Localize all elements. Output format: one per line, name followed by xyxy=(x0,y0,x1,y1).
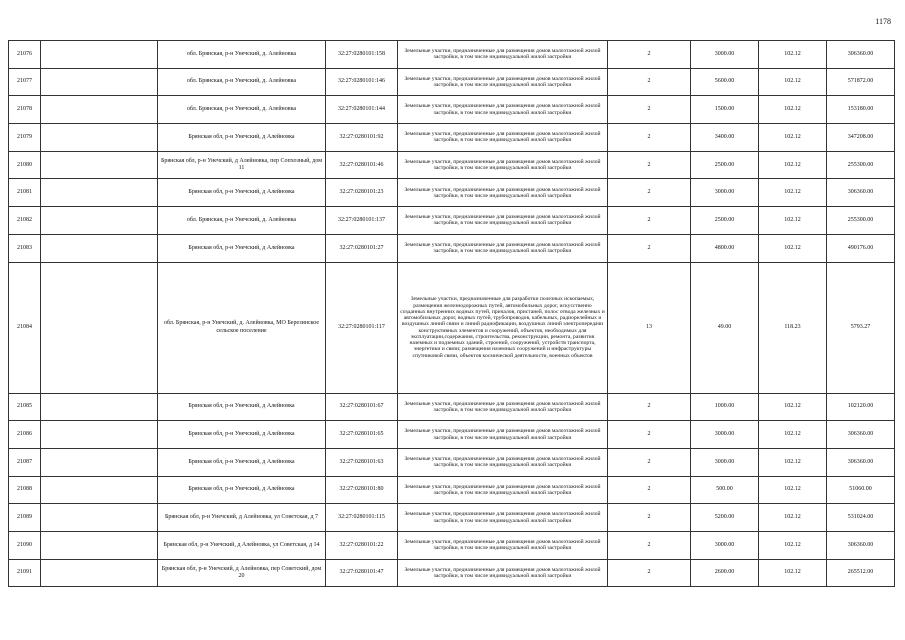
cadastral-value-cell: 347208.00 xyxy=(827,124,895,152)
category-code-cell: 2 xyxy=(608,207,691,235)
cadastral-value-cell: 255300.00 xyxy=(827,151,895,179)
area-cell: 3000.00 xyxy=(691,531,759,559)
area-cell: 49.00 xyxy=(691,262,759,393)
area-cell: 3000.00 xyxy=(691,179,759,207)
land-use-description-cell: Земельные участки, предназначенные для размещения домов малоэтажной жилой застройки, в том числе индивидуальной жилой застройки xyxy=(398,124,608,152)
specific-value-cell: 102.12 xyxy=(759,207,827,235)
address-cell: обл. Брянская, р-н Унечский, д. Алейновка xyxy=(158,96,326,124)
table-row xyxy=(9,151,895,179)
land-use-description-cell: Земельные участки, предназначенные для разработки полезных ископаемых, размещения железнодорожных путей, автомобильных дорог, искусственно созданных внутренних водных путей, причалов, пристаней, полос отвода железных и автомобильных дорог, водных путей, трубопроводов, кабельных, радиорелейных и воздушных линий связи и линий радиофикации, воздушных линий электропередачи конструктивных элементов и сооружений, объектов, необходимых для эксплуатации,содержания, строительства, реконструкции, ремонта, развития наземных и подземных зданий, строений, сооружений, устройств транспорта, энергетики и связи; размещения наземных сооружений и инфраструктуры спутниковой связи, объектов космической деятельности, военных объектов xyxy=(398,262,608,393)
category-code-cell: 2 xyxy=(608,393,691,421)
row-id-cell: 21080 xyxy=(9,151,41,179)
table-row xyxy=(9,559,895,587)
specific-value-cell: 102.12 xyxy=(759,393,827,421)
row-id-cell: 21088 xyxy=(9,476,41,504)
address-cell: Брянская обл, р-н Унечский, д Алейновка xyxy=(158,124,326,152)
specific-value-cell: 102.12 xyxy=(759,531,827,559)
category-code-cell: 2 xyxy=(608,448,691,476)
blank-cell xyxy=(41,151,158,179)
address-cell: обл. Брянская, р-н Унечский, д. Алейновка, МО Березинское сельское поселение xyxy=(158,262,326,393)
cadastral-number-cell: 32:27:0280101:144 xyxy=(326,96,398,124)
page-number: 1178 xyxy=(875,17,891,26)
table-row xyxy=(9,234,895,262)
blank-cell xyxy=(41,476,158,504)
cadastral-value-cell: 571872.00 xyxy=(827,68,895,96)
category-code-cell: 2 xyxy=(608,531,691,559)
table-row xyxy=(9,448,895,476)
row-id-cell: 21078 xyxy=(9,96,41,124)
address-cell: Брянская обл, р-н Унечский, д Алейновка xyxy=(158,448,326,476)
row-id-cell: 21089 xyxy=(9,504,41,532)
cadastral-value-cell: 51060.00 xyxy=(827,476,895,504)
specific-value-cell: 102.12 xyxy=(759,476,827,504)
category-code-cell: 2 xyxy=(608,476,691,504)
cadastral-number-cell: 32:27:0280101:80 xyxy=(326,476,398,504)
specific-value-cell: 102.12 xyxy=(759,179,827,207)
row-id-cell: 21091 xyxy=(9,559,41,587)
land-use-description-cell: Земельные участки, предназначенные для размещения домов малоэтажной жилой застройки, в том числе индивидуальной жилой застройки xyxy=(398,448,608,476)
cadastral-value-cell: 102120.00 xyxy=(827,393,895,421)
address-cell: обл. Брянская, р-н Унечский, д. Алейновка xyxy=(158,207,326,235)
land-use-description-cell: Земельные участки, предназначенные для размещения домов малоэтажной жилой застройки, в том числе индивидуальной жилой застройки xyxy=(398,421,608,449)
area-cell: 500.00 xyxy=(691,476,759,504)
table-row xyxy=(9,68,895,96)
table-row xyxy=(9,41,895,69)
address-cell: Брянская обл, р-н Унечский, д Алейновка, ул Советская, д 14 xyxy=(158,531,326,559)
blank-cell xyxy=(41,393,158,421)
cadastral-number-cell: 32:27:0280101:115 xyxy=(326,504,398,532)
table-row xyxy=(9,421,895,449)
specific-value-cell: 102.12 xyxy=(759,124,827,152)
row-id-cell: 21083 xyxy=(9,234,41,262)
blank-cell xyxy=(41,179,158,207)
cadastral-value-cell: 531024.00 xyxy=(827,504,895,532)
land-registry-table xyxy=(8,40,895,587)
area-cell: 2600.00 xyxy=(691,559,759,587)
cadastral-number-cell: 32:27:0280101:47 xyxy=(326,559,398,587)
category-code-cell: 2 xyxy=(608,179,691,207)
address-cell: Брянская обл, р-н Унечский, д Алейновка xyxy=(158,234,326,262)
cadastral-value-cell: 306360.00 xyxy=(827,179,895,207)
specific-value-cell: 102.12 xyxy=(759,41,827,69)
land-use-description-cell: Земельные участки, предназначенные для размещения домов малоэтажной жилой застройки, в том числе индивидуальной жилой застройки xyxy=(398,393,608,421)
cadastral-value-cell: 306360.00 xyxy=(827,41,895,69)
blank-cell xyxy=(41,234,158,262)
category-code-cell: 2 xyxy=(608,41,691,69)
area-cell: 2500.00 xyxy=(691,207,759,235)
cadastral-number-cell: 32:27:0280101:27 xyxy=(326,234,398,262)
land-use-description-cell: Земельные участки, предназначенные для размещения домов малоэтажной жилой застройки, в том числе индивидуальной жилой застройки xyxy=(398,531,608,559)
area-cell: 5200.00 xyxy=(691,504,759,532)
cadastral-value-cell: 490176.00 xyxy=(827,234,895,262)
address-cell: Брянская обл, р-н Унечский, д Алейновка xyxy=(158,393,326,421)
cadastral-value-cell: 5793.27 xyxy=(827,262,895,393)
area-cell: 5600.00 xyxy=(691,68,759,96)
cadastral-value-cell: 255300.00 xyxy=(827,207,895,235)
cadastral-value-cell: 306360.00 xyxy=(827,531,895,559)
land-use-description-cell: Земельные участки, предназначенные для размещения домов малоэтажной жилой застройки, в том числе индивидуальной жилой застройки xyxy=(398,68,608,96)
address-cell: Брянская обл, р-н Унечский, д Алейновка xyxy=(158,421,326,449)
table-body xyxy=(9,41,895,587)
category-code-cell: 13 xyxy=(608,262,691,393)
land-use-description-cell: Земельные участки, предназначенные для размещения домов малоэтажной жилой застройки, в том числе индивидуальной жилой застройки xyxy=(398,151,608,179)
category-code-cell: 2 xyxy=(608,151,691,179)
category-code-cell: 2 xyxy=(608,234,691,262)
row-id-cell: 21082 xyxy=(9,207,41,235)
row-id-cell: 21079 xyxy=(9,124,41,152)
blank-cell xyxy=(41,559,158,587)
land-use-description-cell: Земельные участки, предназначенные для размещения домов малоэтажной жилой застройки, в том числе индивидуальной жилой застройки xyxy=(398,234,608,262)
area-cell: 1500.00 xyxy=(691,96,759,124)
row-id-cell: 21084 xyxy=(9,262,41,393)
row-id-cell: 21086 xyxy=(9,421,41,449)
table-row xyxy=(9,531,895,559)
blank-cell xyxy=(41,448,158,476)
specific-value-cell: 102.12 xyxy=(759,68,827,96)
cadastral-number-cell: 32:27:0280101:46 xyxy=(326,151,398,179)
row-id-cell: 21090 xyxy=(9,531,41,559)
area-cell: 3000.00 xyxy=(691,41,759,69)
table-row xyxy=(9,179,895,207)
cadastral-number-cell: 32:27:0280101:146 xyxy=(326,68,398,96)
cadastral-number-cell: 32:27:0280101:158 xyxy=(326,41,398,69)
specific-value-cell: 102.12 xyxy=(759,421,827,449)
address-cell: Брянская обл, р-н Унечский, д Алейновка xyxy=(158,476,326,504)
cadastral-number-cell: 32:27:0280101:23 xyxy=(326,179,398,207)
address-cell: обл. Брянская, р-н Унечский, д. Алейновка xyxy=(158,41,326,69)
table-row xyxy=(9,96,895,124)
category-code-cell: 2 xyxy=(608,504,691,532)
table-row xyxy=(9,262,895,393)
blank-cell xyxy=(41,531,158,559)
row-id-cell: 21087 xyxy=(9,448,41,476)
category-code-cell: 2 xyxy=(608,421,691,449)
row-id-cell: 21077 xyxy=(9,68,41,96)
land-use-description-cell: Земельные участки, предназначенные для размещения домов малоэтажной жилой застройки, в том числе индивидуальной жилой застройки xyxy=(398,96,608,124)
blank-cell xyxy=(41,96,158,124)
address-cell: Брянская обл, р-н Унечский, д Алейновка, пер Сопхозный, дом 11 xyxy=(158,151,326,179)
table-row xyxy=(9,207,895,235)
cadastral-number-cell: 32:27:0280101:92 xyxy=(326,124,398,152)
specific-value-cell: 102.12 xyxy=(759,448,827,476)
land-use-description-cell: Земельные участки, предназначенные для размещения домов малоэтажной жилой застройки, в том числе индивидуальной жилой застройки xyxy=(398,559,608,587)
cadastral-number-cell: 32:27:0280101:63 xyxy=(326,448,398,476)
cadastral-value-cell: 153180.00 xyxy=(827,96,895,124)
specific-value-cell: 102.12 xyxy=(759,504,827,532)
category-code-cell: 2 xyxy=(608,68,691,96)
land-use-description-cell: Земельные участки, предназначенные для размещения домов малоэтажной жилой застройки, в том числе индивидуальной жилой застройки xyxy=(398,207,608,235)
blank-cell xyxy=(41,68,158,96)
blank-cell xyxy=(41,421,158,449)
cadastral-number-cell: 32:27:0280101:65 xyxy=(326,421,398,449)
land-use-description-cell: Земельные участки, предназначенные для размещения домов малоэтажной жилой застройки, в том числе индивидуальной жилой застройки xyxy=(398,476,608,504)
category-code-cell: 2 xyxy=(608,559,691,587)
cadastral-value-cell: 265512.00 xyxy=(827,559,895,587)
land-use-description-cell: Земельные участки, предназначенные для размещения домов малоэтажной жилой застройки, в том числе индивидуальной жилой застройки xyxy=(398,179,608,207)
row-id-cell: 21076 xyxy=(9,41,41,69)
land-use-description-cell: Земельные участки, предназначенные для размещения домов малоэтажной жилой застройки, в том числе индивидуальной жилой застройки xyxy=(398,41,608,69)
blank-cell xyxy=(41,207,158,235)
specific-value-cell: 102.12 xyxy=(759,96,827,124)
specific-value-cell: 118.23 xyxy=(759,262,827,393)
address-cell: Брянская обл, р-н Унечский, д Алейновка, пер Советский, дом 20 xyxy=(158,559,326,587)
cadastral-number-cell: 32:27:0280101:117 xyxy=(326,262,398,393)
address-cell: обл. Брянская, р-н Унечский, д. Алейновка xyxy=(158,68,326,96)
category-code-cell: 2 xyxy=(608,124,691,152)
cadastral-value-cell: 306360.00 xyxy=(827,448,895,476)
address-cell: Брянская обл, р-н Унечский, д Алейновка, ул Советская, д 7 xyxy=(158,504,326,532)
blank-cell xyxy=(41,262,158,393)
category-code-cell: 2 xyxy=(608,96,691,124)
land-use-description-cell: Земельные участки, предназначенные для размещения домов малоэтажной жилой застройки, в том числе индивидуальной жилой застройки xyxy=(398,504,608,532)
area-cell: 1000.00 xyxy=(691,393,759,421)
address-cell: Брянская обл, р-н Унечский, д Алейновка xyxy=(158,179,326,207)
table-row xyxy=(9,504,895,532)
specific-value-cell: 102.12 xyxy=(759,151,827,179)
cadastral-number-cell: 32:27:0280101:67 xyxy=(326,393,398,421)
specific-value-cell: 102.12 xyxy=(759,559,827,587)
area-cell: 3000.00 xyxy=(691,421,759,449)
area-cell: 3400.00 xyxy=(691,124,759,152)
cadastral-number-cell: 32:27:0280101:22 xyxy=(326,531,398,559)
blank-cell xyxy=(41,504,158,532)
cadastral-value-cell: 306360.00 xyxy=(827,421,895,449)
row-id-cell: 21081 xyxy=(9,179,41,207)
table-row xyxy=(9,124,895,152)
table-row xyxy=(9,476,895,504)
area-cell: 4800.00 xyxy=(691,234,759,262)
blank-cell xyxy=(41,124,158,152)
table-row xyxy=(9,393,895,421)
row-id-cell: 21085 xyxy=(9,393,41,421)
area-cell: 2500.00 xyxy=(691,151,759,179)
blank-cell xyxy=(41,41,158,69)
cadastral-number-cell: 32:27:0280101:137 xyxy=(326,207,398,235)
specific-value-cell: 102.12 xyxy=(759,234,827,262)
area-cell: 3000.00 xyxy=(691,448,759,476)
